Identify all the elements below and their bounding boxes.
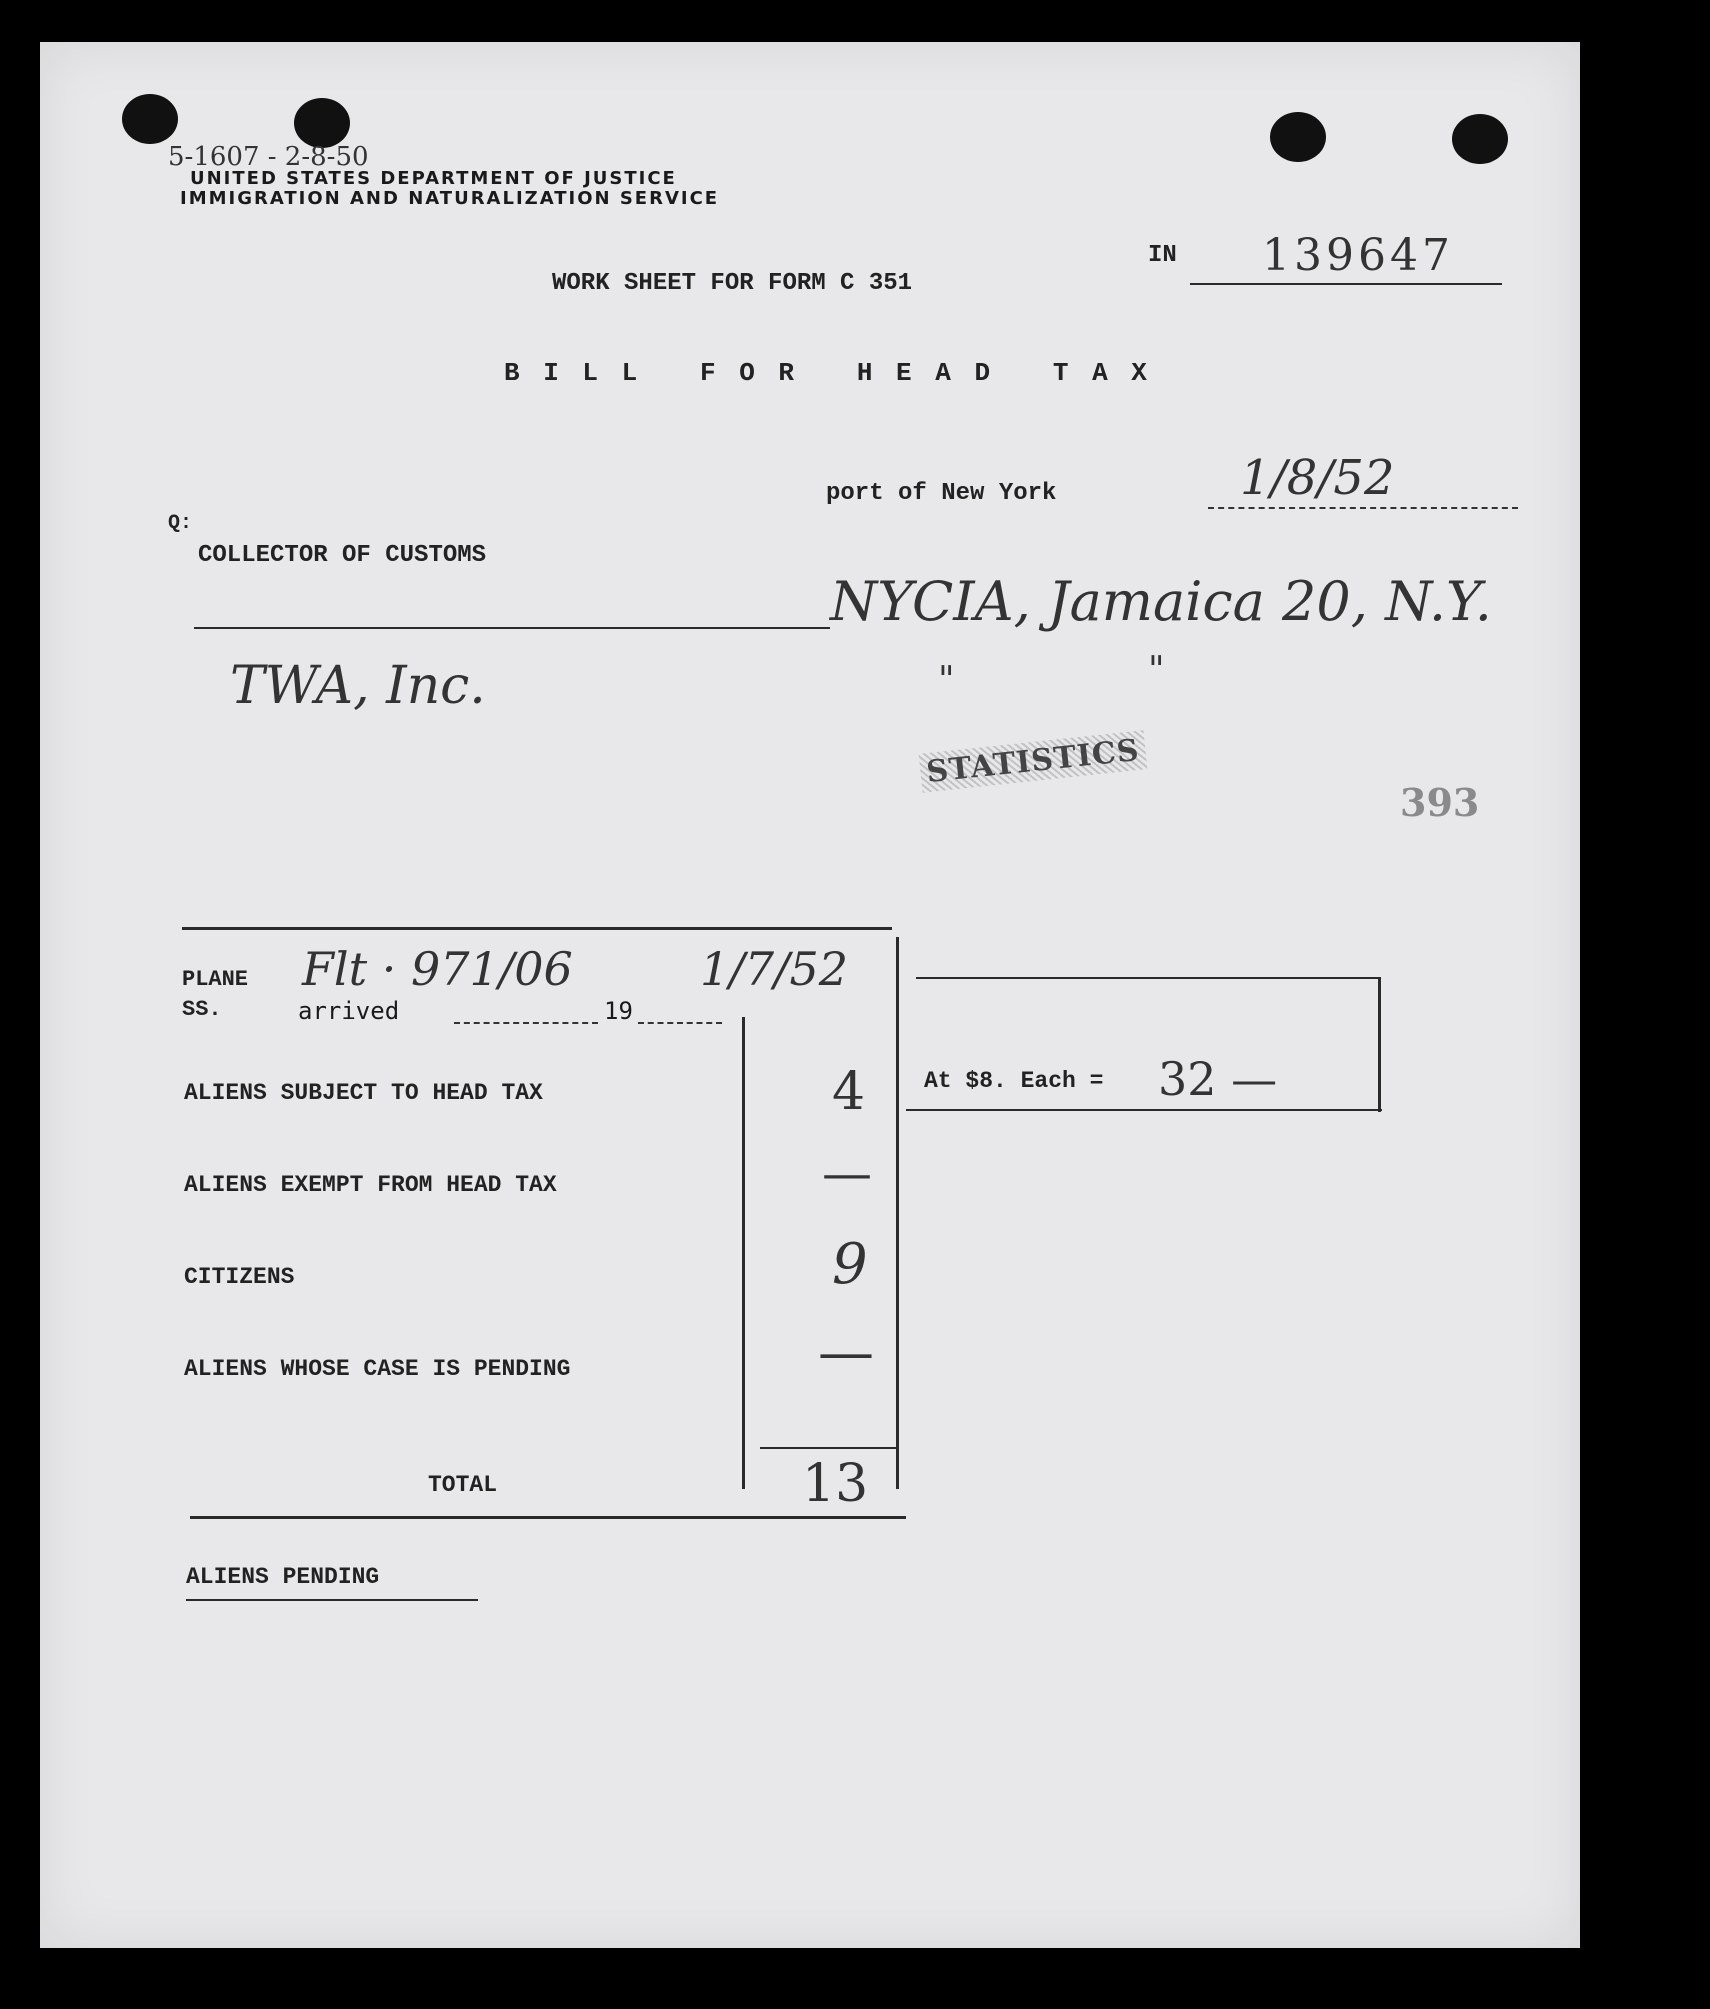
arrival-date: 1/7/52 [700,942,849,996]
addressee-prefix: Q: [168,512,193,535]
row-value-subject-to-tax: 4 [832,1062,866,1122]
row-value-pending: — [818,1320,874,1385]
port-date-underline [1208,507,1518,509]
document-sheet [40,42,1580,1948]
port-date: 1/8/52 [1240,450,1395,506]
total-separator [760,1447,898,1449]
collector-underline [194,627,830,629]
punch-hole-2 [294,98,350,148]
calc-label: At $8. Each = [924,1068,1104,1094]
in-label: IN [1148,242,1177,269]
in-number-underline [1190,283,1502,285]
calc-box-bottom [906,1109,1382,1111]
arrival-year-line [638,1022,722,1024]
ditto-mark-1: " [938,660,955,701]
total-label: TOTAL [428,1472,498,1498]
aliens-pending-underline [186,1599,478,1601]
calc-box-top [916,977,1380,979]
number-stamp: 393 [1400,780,1480,825]
arrival-day-line [454,1022,598,1024]
statistics-stamp: STATISTICS [919,730,1148,792]
row-label-pending: ALIENS WHOSE CASE IS PENDING [184,1356,571,1382]
punch-hole-3 [1270,112,1326,162]
port-label: port of New York [826,480,1057,507]
row-value-citizens: 9 [832,1232,868,1297]
plane-label: PLANE [182,967,249,992]
row-value-exempt: — [822,1144,872,1202]
in-number: 139647 [1262,230,1454,281]
table-right-border [896,937,899,1489]
plane-flight-number: Flt · 971/06 [302,942,573,996]
carrier-name: TWA, Inc. [230,656,486,716]
row-label-exempt: ALIENS EXEMPT FROM HEAD TAX [184,1172,557,1198]
collector-address: NYCIA, Jamaica 20, N.Y. [830,570,1492,633]
ss-label: SS. [182,997,222,1022]
worksheet-title: WORK SHEET FOR FORM C 351 [552,270,913,297]
table-top-border [182,927,892,930]
calc-amount: 32 — [1158,1052,1278,1106]
file-reference: 5-1607 - 2-8-50 [168,142,369,172]
row-label-citizens: CITIZENS [184,1264,295,1290]
aliens-pending-label: ALIENS PENDING [186,1564,380,1590]
collector-label: COLLECTOR OF CUSTOMS [198,542,487,569]
punch-hole-1 [122,94,178,144]
punch-hole-4 [1452,114,1508,164]
calc-box-right [1378,977,1381,1112]
arrived-label: arrived [298,997,400,1025]
department-name: UNITED STATES DEPARTMENT OF JUSTICE [190,168,677,189]
service-name: IMMIGRATION AND NATURALIZATION SERVICE [180,188,720,209]
table-divider [742,1017,745,1489]
ditto-mark-2: " [1148,650,1165,691]
bill-title: B I L L F O R H E A D T A X [504,358,1151,388]
table-bottom-border [190,1516,906,1519]
row-label-subject-to-tax: ALIENS SUBJECT TO HEAD TAX [184,1080,543,1106]
total-value: 13 [802,1454,869,1514]
year-label: 19 [604,997,633,1025]
